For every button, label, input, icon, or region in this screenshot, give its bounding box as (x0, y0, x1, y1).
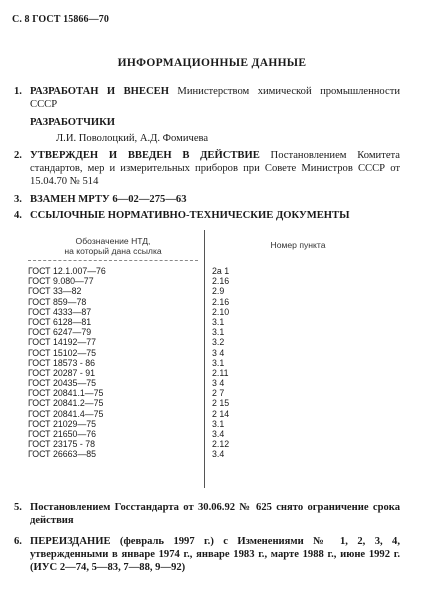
developers-names: Л.И. Поволоцкий, А.Д. Фомичева (56, 133, 209, 144)
row-item-number: 3.1 (212, 418, 225, 429)
row-standard: ГОСТ 4333—87 (28, 306, 92, 317)
table-row (28, 266, 388, 276)
row-item-number: 2.10 (212, 306, 230, 317)
row-standard: ГОСТ 20841.2—75 (28, 398, 104, 409)
row-standard: ГОСТ 6247—79 (28, 327, 92, 338)
section-5-text: Постановлением Госстандарта от 30.06.92 № 625 снято ограничение срока действия (30, 502, 400, 526)
section-5-number: 5. (14, 502, 22, 513)
row-standard: ГОСТ 21029—75 (28, 418, 97, 429)
section-3-number: 3. (14, 194, 22, 205)
table-row (28, 307, 388, 317)
row-item-number: 2.16 (212, 296, 230, 307)
table-row (28, 358, 388, 368)
section-4 (14, 209, 400, 222)
section-3-text: ВЗАМЕН МРТУ 6—02—275—63 (30, 194, 187, 205)
table-row (28, 276, 388, 286)
row-standard: ГОСТ 859—78 (28, 296, 87, 307)
section-2 (14, 149, 400, 188)
table-row (28, 317, 388, 327)
row-standard: ГОСТ 9.080—77 (28, 276, 94, 287)
row-standard: ГОСТ 33—82 (28, 286, 82, 297)
table-header-designation-line2: на который дана ссылка (64, 246, 162, 256)
table-rows (28, 266, 388, 460)
page-header: С. 8 ГОСТ 15866—70 (12, 14, 109, 25)
section-1-text: Министерством химической промышленности СССР (30, 86, 400, 110)
table-row (28, 388, 388, 398)
row-item-number: 2 7 (212, 388, 225, 399)
table-row (28, 297, 388, 307)
row-standard: ГОСТ 20435—75 (28, 378, 97, 389)
table-header-designation-line1: Обозначение НТД, (75, 236, 151, 246)
row-standard: ГОСТ 20287 - 91 (28, 367, 96, 378)
row-item-number: 3.1 (212, 327, 225, 338)
table-header-rule (28, 260, 198, 262)
row-item-number: 2.9 (212, 286, 225, 297)
row-item-number: 2 15 (212, 398, 230, 409)
table-row (28, 348, 388, 358)
table-row (28, 327, 388, 337)
row-standard: ГОСТ 20841.4—75 (28, 408, 104, 419)
row-item-number: 3 4 (212, 378, 225, 389)
table-row (28, 398, 388, 408)
references-table (28, 236, 388, 486)
section-6-text: ПЕРЕИЗДАНИЕ (февраль 1997 г.) с Изменениями № 1, 2, 3, 4, утвержденными в январе 1974 г., январе 1983 г., марте 1988 г., июне 1992 г. (ИУС 2—74, 5—83, 7—88, 9—92) (30, 536, 400, 573)
row-standard: ГОСТ 26663—85 (28, 449, 97, 460)
table-row (28, 286, 388, 296)
section-6 (14, 535, 400, 574)
table-row (28, 409, 388, 419)
row-item-number: 3.1 (212, 357, 225, 368)
table-row (28, 439, 388, 449)
row-standard: ГОСТ 15102—75 (28, 347, 97, 358)
row-standard: ГОСТ 23175 - 78 (28, 439, 96, 450)
document-title: ИНФОРМАЦИОННЫЕ ДАННЫЕ (117, 57, 307, 69)
section-6-number: 6. (14, 536, 22, 547)
row-item-number: 3.4 (212, 449, 225, 460)
row-standard: ГОСТ 21650—76 (28, 429, 97, 439)
section-2-number: 2. (14, 150, 22, 161)
row-item-number: 2.11 (212, 367, 229, 378)
table-row (28, 378, 388, 388)
section-4-text: ССЫЛОЧНЫЕ НОРМАТИВНО-ТЕХНИЧЕСКИЕ ДОКУМЕНТЫ (30, 210, 350, 221)
table-header-item-number: Номер пункта (270, 240, 326, 250)
row-item-number: 2 14 (212, 408, 230, 419)
row-standard: ГОСТ 18573 - 86 (28, 357, 96, 368)
section-3 (14, 193, 400, 206)
row-standard: ГОСТ 12.1.007—76 (28, 266, 106, 276)
row-item-number: 2.16 (212, 276, 230, 287)
section-1 (14, 85, 400, 111)
section-2-lead: УТВЕРЖДЕН И ВВЕДЕН В ДЕЙСТВИЕ (30, 150, 260, 161)
row-standard: ГОСТ 14192—77 (28, 337, 97, 348)
table-row (28, 419, 388, 429)
row-item-number: 2а 1 (212, 266, 230, 276)
row-standard: ГОСТ 6128—81 (28, 316, 92, 327)
table-row (28, 449, 388, 459)
table-row (28, 429, 388, 439)
row-item-number: 3.4 (212, 429, 225, 439)
section-2-text: Постановлением Комитета стандартов, мер и измерительных приборов при Совете Министров СССР от 15.04.70 № 514 (30, 150, 401, 187)
row-item-number: 3 4 (212, 347, 225, 358)
table-header-designation (28, 236, 198, 256)
section-1-lead: РАЗРАБОТАН И ВНЕСЕН (30, 86, 169, 97)
section-4-number: 4. (14, 210, 22, 221)
row-item-number: 3.2 (212, 337, 225, 348)
row-item-number: 3.1 (212, 316, 225, 327)
table-row (28, 337, 388, 347)
developers-heading: РАЗРАБОТЧИКИ (30, 117, 116, 128)
section-1-number: 1. (14, 86, 22, 97)
section-5 (14, 501, 400, 527)
row-standard: ГОСТ 20841.1—75 (28, 388, 104, 399)
table-row (28, 368, 388, 378)
row-item-number: 2.12 (212, 439, 230, 450)
